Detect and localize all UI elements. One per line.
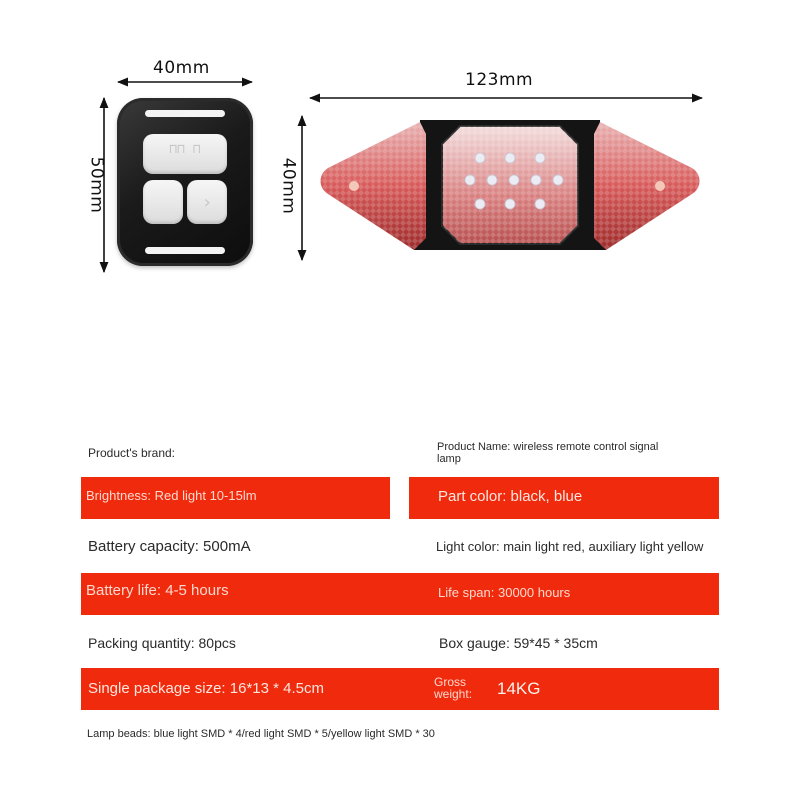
right-wing-led <box>655 181 665 191</box>
spec-part-color: Part color: black, blue <box>438 488 583 505</box>
remote-width-label: 40mm <box>153 58 210 78</box>
spec-gross-weight-label: Gross weight: <box>434 675 473 701</box>
spec-product-name: Product Name: wireless remote control signal lamp <box>437 441 659 465</box>
remote-top-button[interactable] <box>143 134 227 174</box>
remote-left-button[interactable] <box>143 180 183 224</box>
remote-top-button-glyph: ⊓⊓ ⊓ <box>169 142 201 157</box>
left-wing-led <box>349 181 359 191</box>
spec-light-color: Light color: main light red, auxiliary light yellow <box>436 539 704 554</box>
lamp-height-label: 40mm <box>278 157 299 215</box>
remote-height-label: 50mm <box>86 156 107 214</box>
spec-box-gauge: Box gauge: 59*45 * 35cm <box>439 635 598 651</box>
spec-battery-capacity: Battery capacity: 500mA <box>88 538 251 555</box>
spec-lamp-beads: Lamp beads: blue light SMD * 4/red light SMD * 5/yellow light SMD * 30 <box>87 728 435 740</box>
spec-battery-life: Battery life: 4-5 hours <box>86 582 229 599</box>
spec-gross-weight-value: 14KG <box>497 679 541 698</box>
remote-right-button-glyph: › <box>201 192 213 213</box>
lamp-width-label: 123mm <box>465 70 534 90</box>
signal-lamp <box>310 118 710 258</box>
strap-slot-top <box>145 110 225 117</box>
remote-right-button[interactable] <box>187 180 227 224</box>
spec-single-package-size: Single package size: 16*13 * 4.5cm <box>88 680 324 697</box>
spec-brightness: Brightness: Red light 10-15lm <box>86 488 257 503</box>
spec-life-span: Life span: 30000 hours <box>438 585 571 600</box>
spec-packing-quantity: Packing quantity: 80pcs <box>88 635 236 651</box>
remote-control <box>117 98 253 266</box>
spec-brand: Product's brand: <box>88 446 176 460</box>
strap-slot-bottom <box>145 247 225 254</box>
